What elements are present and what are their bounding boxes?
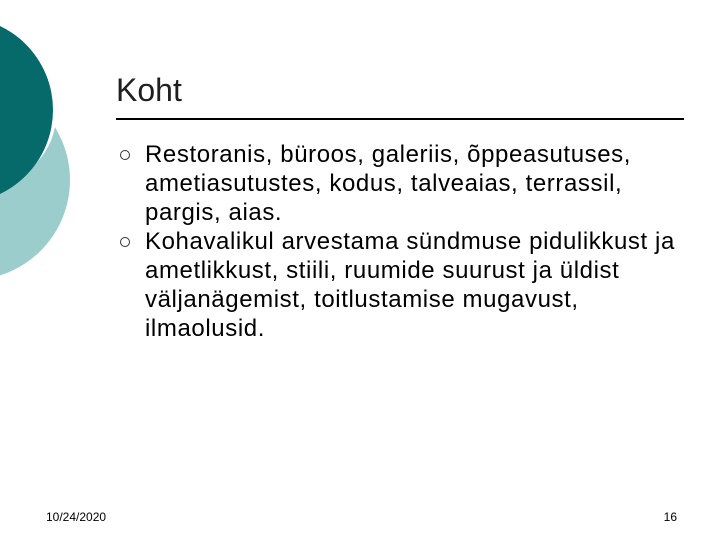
list-item bbox=[118, 227, 678, 343]
footer-date: 10/24/2020 bbox=[46, 510, 107, 524]
decorative-circles bbox=[0, 0, 120, 300]
slide-title: Koht bbox=[116, 72, 182, 108]
bullet-list bbox=[118, 140, 678, 343]
bullet-text: Restoranis, büroos, galeriis, õppeasutuses, ametiasutustes, kodus, talveaias, terrassil, pargis, aias. bbox=[145, 141, 632, 226]
circle-bullet-icon bbox=[120, 150, 130, 160]
list-item bbox=[118, 140, 678, 227]
title-underline bbox=[116, 118, 684, 120]
page-number: 16 bbox=[663, 510, 677, 524]
circle-bullet-icon bbox=[120, 237, 130, 247]
bullet-text: Kohavalikul arvestama sündmuse pidulikkust ja ametlikkust, stiili, ruumide suurust ja üldist väljanägemist, toitlustamise mugavust, ilmaolusid. bbox=[145, 228, 675, 342]
